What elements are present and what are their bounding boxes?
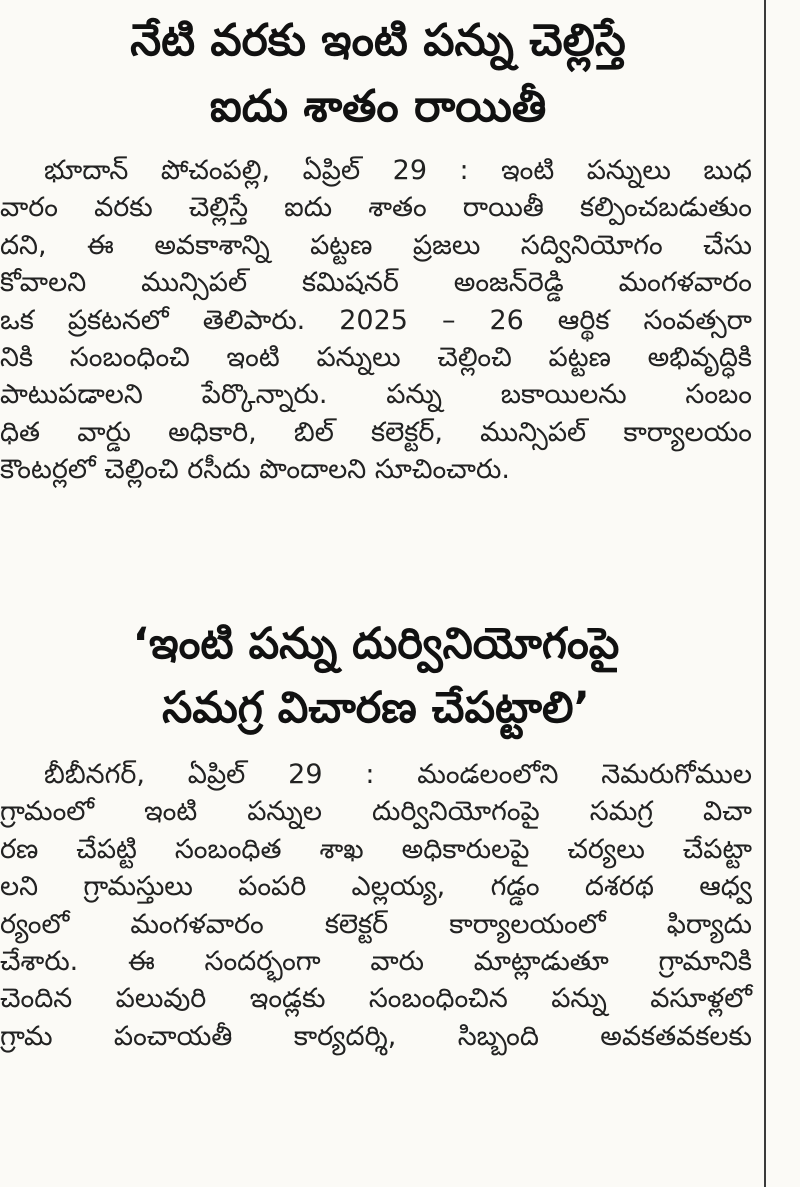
body-line: భూదాన్ పోచంపల్లి, ఏప్రిల్ 29 : ఇంటి పన్నులు బుధ	[44, 155, 752, 186]
body-line: పాటుపడాలని పేర్కొన్నారు. పన్ను బకాయిలను సంబం	[0, 379, 752, 411]
article-tax-misuse-inquiry	[0, 612, 752, 1055]
headline	[0, 8, 752, 140]
article-body	[0, 152, 752, 489]
headline-line: సమగ్ర విచారణ చేపట్టాలి’	[162, 683, 590, 733]
headline-line: ఐదు శాతం రాయితీ	[209, 81, 547, 132]
body-line: చేశారు. ఈ సందర్భంగా వారు మాట్లాడుతూ గ్రామానికి	[0, 946, 752, 978]
body-line: లని గ్రామస్తులు పంపరి ఎల్లయ్య, గడ్డం దశరథ ఆధ్వ	[0, 871, 752, 903]
article-property-tax-rebate	[0, 8, 752, 489]
body-line: బీబీనగర్, ఏప్రిల్ 29 : మండలంలోని నెమరుగోముల	[44, 759, 752, 790]
body-line: ధిత వార్డు అధికారి, బిల్ కలెక్టర్, మున్సిపల్ కార్యాలయం	[0, 416, 752, 448]
body-line: ర్యంలో మంగళవారం కలెక్టర్ కార్యాలయంలో ఫిర్యాదు	[0, 908, 752, 940]
body-line: నికి సంబంధించి ఇంటి పన్నులు చెల్లించి పట్టణ అభివృద్ధికి	[0, 342, 752, 374]
body-line: వారం వరకు చెల్లిస్తే ఐదు శాతం రాయితీ కల్పించబడుతుం	[0, 192, 752, 224]
body-line: ఒక ప్రకటనలో తెలిపారు. 2025 – 26 ఆర్థిక సంవత్సరా	[0, 304, 752, 336]
article-body	[0, 756, 752, 1055]
body-line: కోవాలని మున్సిపల్ కమిషనర్ అంజన్‌రెడ్డి మంగళవారం	[0, 267, 752, 299]
body-line: కౌంటర్లలో చెల్లించి రసీదు పొందాలని సూచించారు.	[0, 454, 510, 486]
body-line: గ్రామంలో ఇంటి పన్నుల దుర్వినియోగంపై సమగ్ర విచా	[0, 796, 752, 828]
body-line: దని, ఈ అవకాశాన్ని పట్టణ ప్రజలు సద్వినియోగం చేసు	[0, 229, 752, 261]
body-line: రణ చేపట్టి సంబంధిత శాఖ అధికారులపై చర్యలు చేపట్టా	[0, 833, 752, 865]
headline	[0, 612, 752, 740]
body-line: గ్రామ పంచాయతీ కార్యదర్శి, సిబ్బంది అవకతవకలకు	[0, 1020, 752, 1052]
headline-line: ‘ఇంటి పన్ను దుర్వినియోగంపై	[132, 619, 620, 669]
body-line: చెందిన పలువురి ఇండ్లకు సంబంధించిన పన్ను వసూళ్లలో	[0, 983, 752, 1015]
column-divider	[764, 0, 766, 1187]
headline-line: నేటి వరకు ఇంటి పన్ను చెల్లిస్తే	[130, 15, 626, 66]
